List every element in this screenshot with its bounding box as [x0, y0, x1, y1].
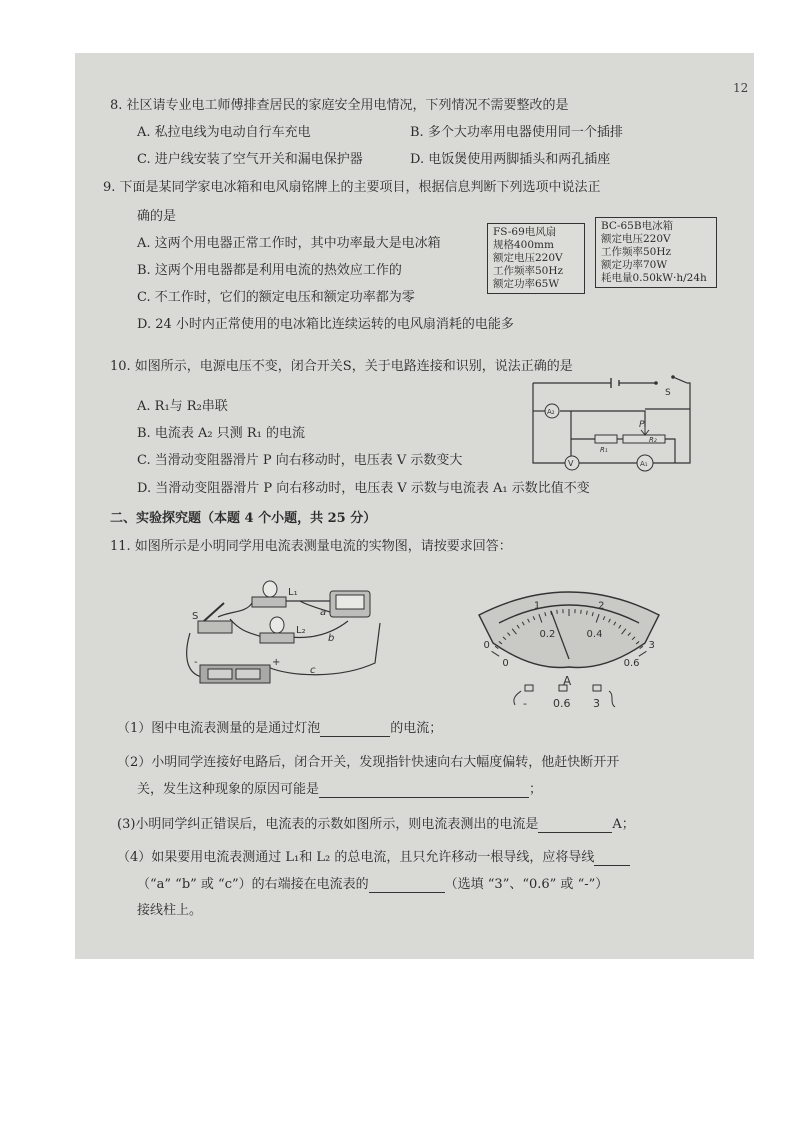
q9-option-d: D. 24 小时内正常使用的电冰箱比连续运转的电风扇消耗的电能多: [137, 317, 514, 332]
r1-label: R₁: [600, 446, 608, 454]
q11-part3-end: A；: [612, 817, 635, 832]
dial-tick: [639, 651, 647, 656]
a2-label: A₂: [547, 408, 555, 416]
l1-label: L₁: [288, 587, 298, 598]
fan-plate-line: 工作频率50Hz: [493, 265, 564, 277]
l2-label: L₂: [296, 625, 306, 636]
wire-c-label: c: [310, 665, 316, 676]
switch-contact: [671, 375, 675, 379]
q9-stem-cont: 确的是: [137, 209, 177, 224]
a1-label: A₁: [640, 460, 648, 468]
q8-option-c: C. 进户线安装了空气开关和漏电保护器: [137, 152, 363, 167]
lamp-l1-bulb: [263, 581, 277, 597]
q10-stem: 10. 如图所示，电源电压不变，闭合开关S，关于电路连接和识别，说法正确的是: [110, 359, 573, 374]
q11-part1-end: 的电流；: [390, 721, 443, 736]
wire-b-label: b: [328, 633, 335, 644]
terminal-wire: [514, 691, 521, 705]
answer-blank-2[interactable]: [319, 783, 529, 798]
unit-label: A: [563, 674, 572, 688]
q10-circuit-diagram: [525, 373, 695, 477]
answer-blank-1[interactable]: [320, 722, 390, 737]
q9-option-a: A. 这两个用电器正常工作时，其中功率最大是电冰箱: [137, 236, 441, 251]
q8-option-d: D. 电饭煲使用两脚插头和两孔插座: [410, 152, 611, 167]
q9-option-b: B. 这两个用电器都是利用电流的热效应工作的: [137, 263, 402, 278]
lamp-l2-bulb: [270, 617, 284, 633]
battery-plus-label: +: [272, 657, 281, 668]
dial-face: [479, 592, 659, 668]
switch-base: [198, 621, 232, 633]
answer-blank-4[interactable]: [594, 851, 630, 866]
q11-part1: [117, 721, 442, 737]
lower-scale-label: 0.6: [623, 658, 640, 670]
q11-part2-text: 关，发生这种现象的原因可能是: [137, 782, 320, 797]
fridge-nameplate: [595, 217, 717, 288]
resistor-r1: [595, 435, 617, 443]
ammeter-face: [336, 595, 364, 609]
q10-option-c: C. 当滑动变阻器滑片 P 向右移动时，电压表 V 示数变大: [137, 453, 463, 468]
q8-option-a: A. 私拉电线为电动自行车充电: [137, 125, 311, 140]
battery-cell: [208, 669, 232, 679]
lamp-l1-base: [252, 597, 286, 607]
wire-a-label: a: [320, 607, 327, 618]
switch-contact: [654, 381, 658, 385]
terminal-label-minus: -: [523, 697, 527, 710]
q10-option-b: B. 电流表 A₂ 只测 R₁ 的电流: [137, 426, 305, 441]
q9-option-c: C. 不工作时，它们的额定电压和额定功率都为零: [137, 290, 415, 305]
page-number: 12: [733, 81, 749, 95]
answer-blank-3[interactable]: [538, 818, 612, 833]
answer-blank-5[interactable]: [369, 878, 445, 893]
battery-cell: [236, 669, 260, 679]
dial-tick: [492, 651, 500, 656]
q11-part4-text: （4）如果要用电流表测通过 L₁和 L₂ 的总电流，且只允许移动一根导线，应将导线: [117, 850, 595, 865]
fan-plate-line: 规格400mm: [493, 239, 554, 251]
upper-scale-label: 0: [483, 640, 490, 652]
q11-part3: [117, 817, 635, 833]
q11-part4-line3: 接线柱上。: [137, 903, 203, 918]
upper-scale-label: 3: [648, 640, 655, 652]
fan-plate-line: 额定功率65W: [493, 278, 560, 290]
fridge-plate-line: BC-65B电冰箱: [601, 220, 674, 232]
terminal-label-3: 3: [593, 697, 600, 710]
q11-part2-end: ；: [529, 782, 543, 797]
fridge-plate-line: 额定电压220V: [601, 233, 671, 245]
lamp-l2-base: [260, 633, 294, 643]
q10-option-d: D. 当滑动变阻器滑片 P 向右移动时，电压表 V 示数与电流表 A₁ 示数比值不变: [137, 481, 590, 496]
v-label: V: [568, 459, 574, 468]
terminal-post: [593, 685, 601, 691]
upper-scale-label: 2: [598, 600, 605, 612]
terminal-post: [525, 685, 533, 691]
rheostat-r2: [623, 435, 665, 443]
p-label: P: [639, 420, 645, 430]
terminal-wire: [609, 691, 615, 707]
lower-scale-label: 0.4: [586, 628, 603, 640]
fan-plate-line: FS-69电风扇: [493, 226, 557, 238]
lower-scale-label: 0.2: [539, 628, 556, 640]
battery-minus-label: -: [194, 657, 198, 668]
fridge-plate-line: 耗电量0.50kW·h/24h: [601, 272, 707, 284]
switch-label: S: [665, 388, 671, 398]
fridge-plate-line: 工作频率50Hz: [601, 246, 672, 258]
q11-part4-line2: [137, 877, 608, 893]
ammeter-dial-figure: [475, 581, 663, 711]
exam-sheet: [75, 53, 754, 959]
q11-part4-line1: [117, 850, 630, 866]
q8-stem: 8. 社区请专业电工师傅排查居民的家庭安全用电情况，下列情况不需要整改的是: [110, 98, 569, 113]
q8-option-b: B. 多个大功率用电器使用同一个插排: [410, 125, 623, 140]
q10-option-a: A. R₁与 R₂串联: [137, 399, 228, 414]
switch-label: S: [192, 611, 199, 622]
dial-tick: [581, 610, 582, 614]
fan-plate-line: 额定电压220V: [493, 252, 563, 264]
r2-label: R₂: [649, 436, 657, 444]
fridge-plate-line: 额定功率70W: [601, 259, 668, 271]
q11-part3-text: (3)小明同学纠正错误后，电流表的示数如图所示，则电流表测出的电流是: [117, 817, 539, 832]
q11-part1-text: （1）图中电流表测量的是通过灯泡: [117, 721, 321, 736]
section-heading: 二、实验探究题（本题 4 个小题，共 25 分）: [110, 511, 377, 526]
terminal-label-0.6: 0.6: [553, 697, 571, 710]
q11-part2-line1: （2）小明同学连接好电路后，闭合开关，发现指针快速向右大幅度偏转，他赶快断开开: [117, 755, 620, 770]
fan-nameplate: [487, 223, 585, 294]
q11-physical-circuit: [180, 573, 390, 688]
lower-scale-label: 0: [502, 658, 509, 670]
q9-stem: 9. 下面是某同学家电冰箱和电风扇铭牌上的主要项目，根据信息判断下列选项中说法正: [103, 180, 601, 195]
q11-part4-text-2: （“a” “b” 或 “c”）的右端接在电流表的: [137, 877, 369, 892]
switch-lever: [204, 603, 224, 621]
q11-part4-end: （选填 “3”、“0.6” 或 “-”）: [444, 877, 609, 892]
dial-tick: [557, 610, 558, 614]
upper-scale-label: 1: [533, 600, 541, 612]
q11-part2-line2: [137, 782, 542, 798]
q11-stem: 11. 如图所示是小明同学用电流表测量电流的实物图，请按要求回答：: [110, 539, 512, 554]
